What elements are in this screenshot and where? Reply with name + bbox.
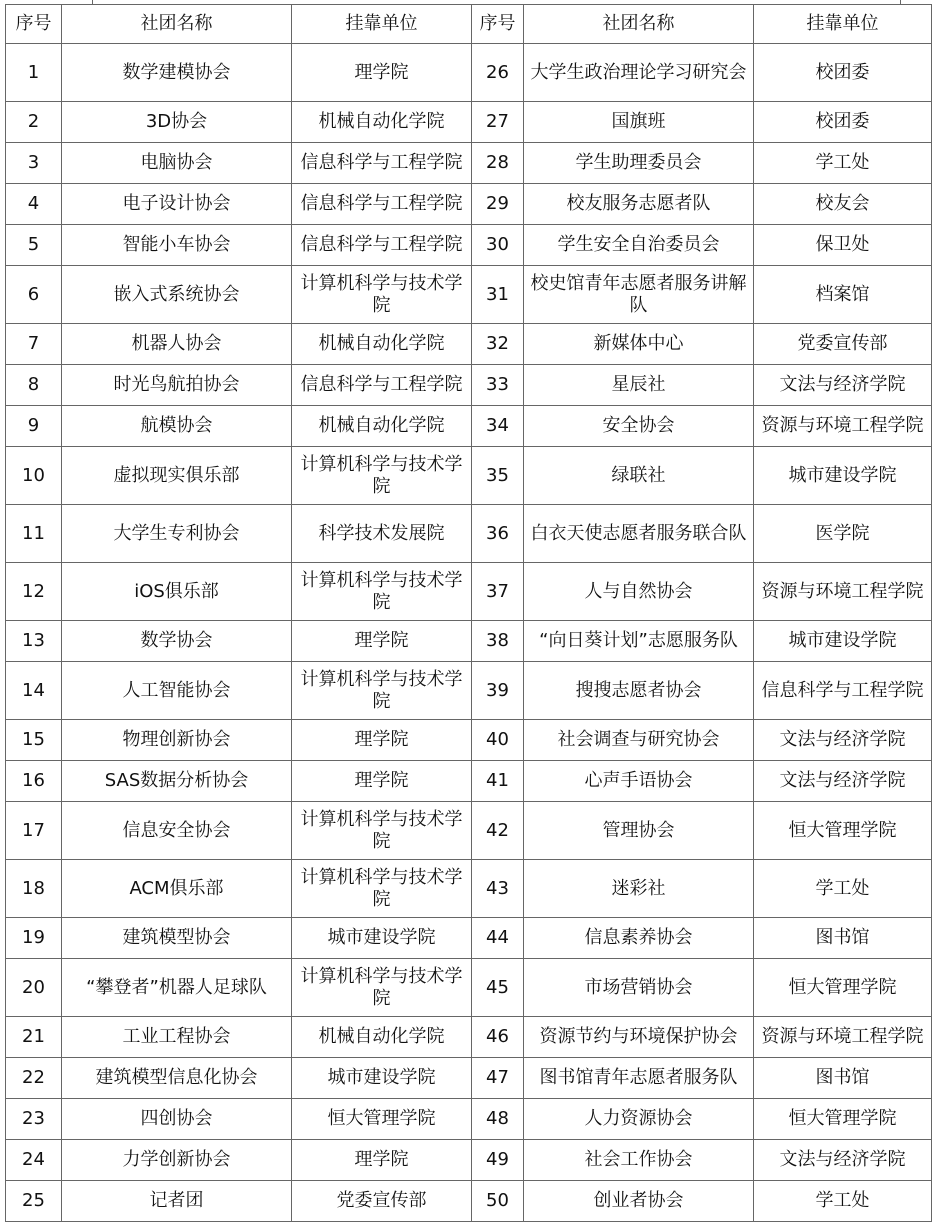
index-cell: 45 bbox=[472, 959, 524, 1017]
index-cell: 19 bbox=[6, 918, 62, 959]
affiliated-unit-cell: 档案馆 bbox=[754, 266, 932, 324]
header-affiliated-unit: 挂靠单位 bbox=[292, 5, 472, 44]
affiliated-unit-cell: 计算机科学与技术学院 bbox=[292, 959, 472, 1017]
club-name-cell: 校友服务志愿者队 bbox=[524, 184, 754, 225]
affiliated-unit-cell: 资源与环境工程学院 bbox=[754, 406, 932, 447]
index-cell: 37 bbox=[472, 563, 524, 621]
club-name-cell: 人与自然协会 bbox=[524, 563, 754, 621]
affiliated-unit-cell: 文法与经济学院 bbox=[754, 761, 932, 802]
affiliated-unit-cell: 校团委 bbox=[754, 102, 932, 143]
affiliated-unit-cell: 保卫处 bbox=[754, 225, 932, 266]
header-index: 序号 bbox=[472, 5, 524, 44]
index-cell: 32 bbox=[472, 324, 524, 365]
affiliated-unit-cell: 学工处 bbox=[754, 860, 932, 918]
club-name-cell: 建筑模型协会 bbox=[62, 918, 292, 959]
affiliated-unit-cell: 城市建设学院 bbox=[754, 621, 932, 662]
club-name-cell: 创业者协会 bbox=[524, 1181, 754, 1222]
affiliated-unit-cell: 图书馆 bbox=[754, 1058, 932, 1099]
index-cell: 6 bbox=[6, 266, 62, 324]
index-cell: 2 bbox=[6, 102, 62, 143]
table-row bbox=[6, 720, 932, 761]
club-name-cell: 四创协会 bbox=[62, 1099, 292, 1140]
club-name-cell: 迷彩社 bbox=[524, 860, 754, 918]
header-club-name: 社团名称 bbox=[62, 5, 292, 44]
table-row bbox=[6, 1099, 932, 1140]
header-row bbox=[6, 5, 932, 44]
table-row bbox=[6, 563, 932, 621]
table-row bbox=[6, 505, 932, 563]
club-name-cell: 资源节约与环境保护协会 bbox=[524, 1017, 754, 1058]
club-name-cell: 心声手语协会 bbox=[524, 761, 754, 802]
club-name-cell: 工业工程协会 bbox=[62, 1017, 292, 1058]
index-cell: 39 bbox=[472, 662, 524, 720]
index-cell: 36 bbox=[472, 505, 524, 563]
table-row bbox=[6, 1058, 932, 1099]
table-body bbox=[6, 44, 932, 1222]
club-name-cell: 搜搜志愿者协会 bbox=[524, 662, 754, 720]
affiliated-unit-cell: 城市建设学院 bbox=[754, 447, 932, 505]
index-cell: 49 bbox=[472, 1140, 524, 1181]
club-name-cell: 绿联社 bbox=[524, 447, 754, 505]
index-cell: 20 bbox=[6, 959, 62, 1017]
table-row bbox=[6, 959, 932, 1017]
affiliated-unit-cell: 科学技术发展院 bbox=[292, 505, 472, 563]
index-cell: 17 bbox=[6, 802, 62, 860]
index-cell: 11 bbox=[6, 505, 62, 563]
index-cell: 10 bbox=[6, 447, 62, 505]
table-row bbox=[6, 266, 932, 324]
affiliated-unit-cell: 信息科学与工程学院 bbox=[292, 225, 472, 266]
index-cell: 12 bbox=[6, 563, 62, 621]
table-row bbox=[6, 1181, 932, 1222]
affiliated-unit-cell: 学工处 bbox=[754, 1181, 932, 1222]
club-name-cell: 记者团 bbox=[62, 1181, 292, 1222]
affiliated-unit-cell: 党委宣传部 bbox=[754, 324, 932, 365]
index-cell: 48 bbox=[472, 1099, 524, 1140]
index-cell: 23 bbox=[6, 1099, 62, 1140]
club-name-cell: 人力资源协会 bbox=[524, 1099, 754, 1140]
club-name-cell: 管理协会 bbox=[524, 802, 754, 860]
club-name-cell: 星辰社 bbox=[524, 365, 754, 406]
affiliated-unit-cell: 计算机科学与技术学院 bbox=[292, 662, 472, 720]
affiliated-unit-cell: 计算机科学与技术学院 bbox=[292, 860, 472, 918]
index-cell: 40 bbox=[472, 720, 524, 761]
index-cell: 22 bbox=[6, 1058, 62, 1099]
index-cell: 27 bbox=[472, 102, 524, 143]
index-cell: 30 bbox=[472, 225, 524, 266]
index-cell: 28 bbox=[472, 143, 524, 184]
club-name-cell: 物理创新协会 bbox=[62, 720, 292, 761]
index-cell: 18 bbox=[6, 860, 62, 918]
index-cell: 15 bbox=[6, 720, 62, 761]
club-name-cell: 大学生专利协会 bbox=[62, 505, 292, 563]
affiliated-unit-cell: 恒大管理学院 bbox=[754, 959, 932, 1017]
index-cell: 9 bbox=[6, 406, 62, 447]
affiliated-unit-cell: 理学院 bbox=[292, 720, 472, 761]
index-cell: 41 bbox=[472, 761, 524, 802]
club-name-cell: 智能小车协会 bbox=[62, 225, 292, 266]
affiliated-unit-cell: 文法与经济学院 bbox=[754, 720, 932, 761]
affiliated-unit-cell: 理学院 bbox=[292, 1140, 472, 1181]
affiliated-unit-cell: 机械自动化学院 bbox=[292, 324, 472, 365]
index-cell: 34 bbox=[472, 406, 524, 447]
index-cell: 24 bbox=[6, 1140, 62, 1181]
club-name-cell: 社会工作协会 bbox=[524, 1140, 754, 1181]
club-name-cell: “攀登者”机器人足球队 bbox=[62, 959, 292, 1017]
affiliated-unit-cell: 机械自动化学院 bbox=[292, 406, 472, 447]
affiliated-unit-cell: 党委宣传部 bbox=[292, 1181, 472, 1222]
index-cell: 43 bbox=[472, 860, 524, 918]
index-cell: 1 bbox=[6, 44, 62, 102]
affiliated-unit-cell: 信息科学与工程学院 bbox=[292, 365, 472, 406]
club-table bbox=[5, 4, 932, 1222]
table-row bbox=[6, 918, 932, 959]
index-cell: 5 bbox=[6, 225, 62, 266]
club-name-cell: SAS数据分析协会 bbox=[62, 761, 292, 802]
table-row bbox=[6, 621, 932, 662]
club-name-cell: 信息安全协会 bbox=[62, 802, 292, 860]
affiliated-unit-cell: 城市建设学院 bbox=[292, 918, 472, 959]
index-cell: 7 bbox=[6, 324, 62, 365]
affiliated-unit-cell: 资源与环境工程学院 bbox=[754, 1017, 932, 1058]
index-cell: 31 bbox=[472, 266, 524, 324]
club-name-cell: ACM俱乐部 bbox=[62, 860, 292, 918]
index-cell: 14 bbox=[6, 662, 62, 720]
club-name-cell: 信息素养协会 bbox=[524, 918, 754, 959]
index-cell: 42 bbox=[472, 802, 524, 860]
club-name-cell: 社会调查与研究协会 bbox=[524, 720, 754, 761]
index-cell: 13 bbox=[6, 621, 62, 662]
club-name-cell: 电子设计协会 bbox=[62, 184, 292, 225]
club-name-cell: iOS俱乐部 bbox=[62, 563, 292, 621]
club-name-cell: 机器人协会 bbox=[62, 324, 292, 365]
index-cell: 3 bbox=[6, 143, 62, 184]
affiliated-unit-cell: 医学院 bbox=[754, 505, 932, 563]
index-cell: 8 bbox=[6, 365, 62, 406]
club-name-cell: 建筑模型信息化协会 bbox=[62, 1058, 292, 1099]
table-row bbox=[6, 860, 932, 918]
table-row bbox=[6, 447, 932, 505]
club-name-cell: 航模协会 bbox=[62, 406, 292, 447]
table-row bbox=[6, 802, 932, 860]
affiliated-unit-cell: 机械自动化学院 bbox=[292, 102, 472, 143]
affiliated-unit-cell: 恒大管理学院 bbox=[754, 802, 932, 860]
table-row bbox=[6, 1017, 932, 1058]
index-cell: 35 bbox=[472, 447, 524, 505]
affiliated-unit-cell: 恒大管理学院 bbox=[754, 1099, 932, 1140]
index-cell: 25 bbox=[6, 1181, 62, 1222]
index-cell: 50 bbox=[472, 1181, 524, 1222]
table-row bbox=[6, 365, 932, 406]
affiliated-unit-cell: 计算机科学与技术学院 bbox=[292, 447, 472, 505]
affiliated-unit-cell: 理学院 bbox=[292, 761, 472, 802]
header-index: 序号 bbox=[6, 5, 62, 44]
club-name-cell: 市场营销协会 bbox=[524, 959, 754, 1017]
table-row bbox=[6, 184, 932, 225]
club-name-cell: 大学生政治理论学习研究会 bbox=[524, 44, 754, 102]
affiliated-unit-cell: 信息科学与工程学院 bbox=[292, 184, 472, 225]
affiliated-unit-cell: 理学院 bbox=[292, 44, 472, 102]
index-cell: 26 bbox=[472, 44, 524, 102]
affiliated-unit-cell: 恒大管理学院 bbox=[292, 1099, 472, 1140]
club-name-cell: 力学创新协会 bbox=[62, 1140, 292, 1181]
club-name-cell: 3D协会 bbox=[62, 102, 292, 143]
club-name-cell: 电脑协会 bbox=[62, 143, 292, 184]
affiliated-unit-cell: 信息科学与工程学院 bbox=[292, 143, 472, 184]
index-cell: 44 bbox=[472, 918, 524, 959]
table-row bbox=[6, 761, 932, 802]
header-affiliated-unit: 挂靠单位 bbox=[754, 5, 932, 44]
index-cell: 33 bbox=[472, 365, 524, 406]
club-name-cell: 安全协会 bbox=[524, 406, 754, 447]
club-name-cell: 人工智能协会 bbox=[62, 662, 292, 720]
table-row bbox=[6, 143, 932, 184]
index-cell: 29 bbox=[472, 184, 524, 225]
table-row bbox=[6, 102, 932, 143]
club-name-cell: 数学协会 bbox=[62, 621, 292, 662]
affiliated-unit-cell: 图书馆 bbox=[754, 918, 932, 959]
index-cell: 21 bbox=[6, 1017, 62, 1058]
table-row bbox=[6, 324, 932, 365]
club-name-cell: 国旗班 bbox=[524, 102, 754, 143]
club-name-cell: 数学建模协会 bbox=[62, 44, 292, 102]
club-name-cell: 图书馆青年志愿者服务队 bbox=[524, 1058, 754, 1099]
affiliated-unit-cell: 城市建设学院 bbox=[292, 1058, 472, 1099]
club-name-cell: 白衣天使志愿者服务联合队 bbox=[524, 505, 754, 563]
club-name-cell: 虚拟现实俱乐部 bbox=[62, 447, 292, 505]
club-name-cell: 学生安全自治委员会 bbox=[524, 225, 754, 266]
club-name-cell: 校史馆青年志愿者服务讲解队 bbox=[524, 266, 754, 324]
club-name-cell: “向日葵计划”志愿服务队 bbox=[524, 621, 754, 662]
index-cell: 38 bbox=[472, 621, 524, 662]
header-club-name: 社团名称 bbox=[524, 5, 754, 44]
affiliated-unit-cell: 校团委 bbox=[754, 44, 932, 102]
affiliated-unit-cell: 文法与经济学院 bbox=[754, 1140, 932, 1181]
table-row bbox=[6, 406, 932, 447]
table-row bbox=[6, 662, 932, 720]
affiliated-unit-cell: 学工处 bbox=[754, 143, 932, 184]
table-row bbox=[6, 225, 932, 266]
club-name-cell: 学生助理委员会 bbox=[524, 143, 754, 184]
index-cell: 16 bbox=[6, 761, 62, 802]
club-name-cell: 新媒体中心 bbox=[524, 324, 754, 365]
club-name-cell: 嵌入式系统协会 bbox=[62, 266, 292, 324]
affiliated-unit-cell: 资源与环境工程学院 bbox=[754, 563, 932, 621]
club-name-cell: 时光鸟航拍协会 bbox=[62, 365, 292, 406]
affiliated-unit-cell: 文法与经济学院 bbox=[754, 365, 932, 406]
affiliated-unit-cell: 计算机科学与技术学院 bbox=[292, 563, 472, 621]
index-cell: 47 bbox=[472, 1058, 524, 1099]
table-row bbox=[6, 1140, 932, 1181]
affiliated-unit-cell: 校友会 bbox=[754, 184, 932, 225]
affiliated-unit-cell: 计算机科学与技术学院 bbox=[292, 266, 472, 324]
index-cell: 46 bbox=[472, 1017, 524, 1058]
affiliated-unit-cell: 理学院 bbox=[292, 621, 472, 662]
affiliated-unit-cell: 计算机科学与技术学院 bbox=[292, 802, 472, 860]
index-cell: 4 bbox=[6, 184, 62, 225]
affiliated-unit-cell: 信息科学与工程学院 bbox=[754, 662, 932, 720]
table-row bbox=[6, 44, 932, 102]
affiliated-unit-cell: 机械自动化学院 bbox=[292, 1017, 472, 1058]
